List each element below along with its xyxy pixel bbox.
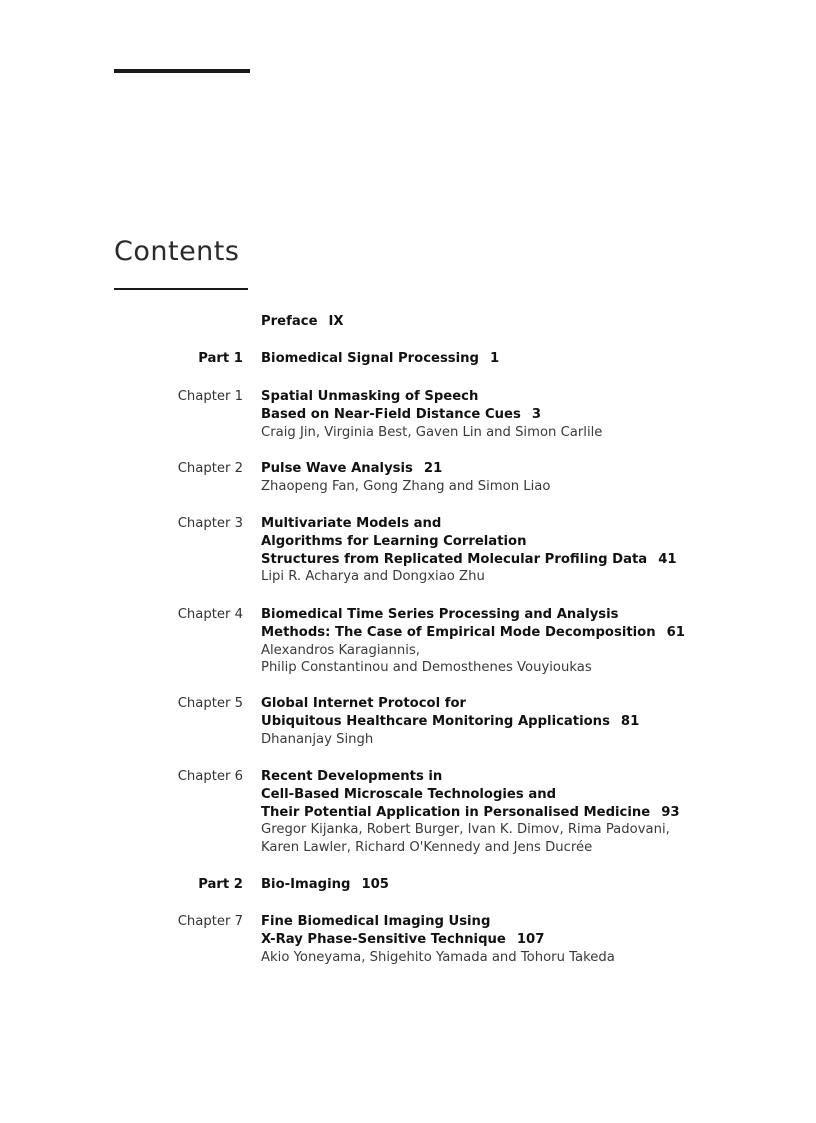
- chapter-title-line: Cell-Based Microscale Technologies and: [261, 786, 557, 802]
- preface-page: IX: [328, 314, 344, 329]
- chapter-page: 3: [531, 406, 542, 422]
- part-label: Part 1: [198, 351, 243, 366]
- chapter-label: Chapter 1: [177, 389, 243, 404]
- chapter-page: 21: [423, 461, 443, 476]
- chapter-title-line: Methods: The Case of Empirical Mode Decomposition: [261, 624, 656, 640]
- chapter-page: 107: [516, 931, 545, 947]
- chapter-title-line: Their Potential Application in Personalised Medicine: [261, 804, 651, 820]
- chapter-title-line: Global Internet Protocol for: [261, 696, 467, 711]
- part-label: Part 2: [198, 877, 243, 892]
- chapter-title-line: Ubiquitous Healthcare Monitoring Applications: [261, 713, 610, 729]
- title-underline: [114, 288, 248, 290]
- chapter-authors: Lipi R. Acharya and Dongxiao Zhu: [261, 569, 485, 585]
- chapter-label: Chapter 6: [177, 769, 243, 784]
- top-rule: [114, 69, 250, 73]
- chapter-title-line: Pulse Wave Analysis: [261, 461, 413, 476]
- chapter-title-line: X-Ray Phase-Sensitive Technique: [261, 931, 506, 947]
- chapter-label: Chapter 5: [177, 696, 243, 711]
- chapter-page: 81: [620, 713, 640, 729]
- chapter-authors: Alexandros Karagiannis,: [261, 642, 421, 658]
- chapter-page: 61: [666, 624, 685, 640]
- chapter-title-line: Spatial Unmasking of Speech: [261, 389, 479, 404]
- chapter-title-line: Fine Biomedical Imaging Using: [261, 914, 491, 929]
- chapter-authors: Gregor Kijanka, Robert Burger, Ivan K. Dimov, Rima Padovani,: [261, 822, 670, 838]
- chapter-page: 41: [658, 551, 677, 567]
- chapter-label: Chapter 3: [177, 516, 243, 531]
- chapter-title-line: Recent Developments in: [261, 769, 443, 784]
- part-page: 1: [490, 351, 500, 366]
- part-page: 105: [361, 877, 389, 892]
- chapter-title-line: Based on Near-Field Distance Cues: [261, 406, 521, 422]
- chapter-title-line: Biomedical Time Series Processing and Analysis: [261, 607, 619, 622]
- chapter-title-line: Multivariate Models and: [261, 516, 442, 531]
- chapter-authors: Akio Yoneyama, Shigehito Yamada and Tohoru Takeda: [261, 949, 615, 965]
- chapter-authors: Karen Lawler, Richard O'Kennedy and Jens Ducrée: [261, 840, 593, 856]
- part-title: Biomedical Signal Processing: [261, 351, 479, 366]
- chapter-label: Chapter 4: [177, 607, 243, 622]
- chapter-title-line: Algorithms for Learning Correlation: [261, 533, 527, 549]
- chapter-label: Chapter 2: [177, 461, 243, 476]
- chapter-authors: Zhaopeng Fan, Gong Zhang and Simon Liao: [261, 478, 551, 494]
- chapter-title-line: Structures from Replicated Molecular Profiling Data: [261, 551, 648, 567]
- page-title: Contents: [114, 236, 240, 267]
- chapter-page: 93: [661, 804, 680, 820]
- chapter-authors: Philip Constantinou and Demosthenes Vouyioukas: [261, 660, 592, 676]
- chapter-authors: Craig Jin, Virginia Best, Gaven Lin and Simon Carlile: [261, 424, 603, 440]
- chapter-authors: Dhananjay Singh: [261, 731, 374, 747]
- part-title: Bio-Imaging: [261, 877, 351, 892]
- chapter-label: Chapter 7: [177, 914, 243, 929]
- preface-title: Preface: [261, 314, 318, 329]
